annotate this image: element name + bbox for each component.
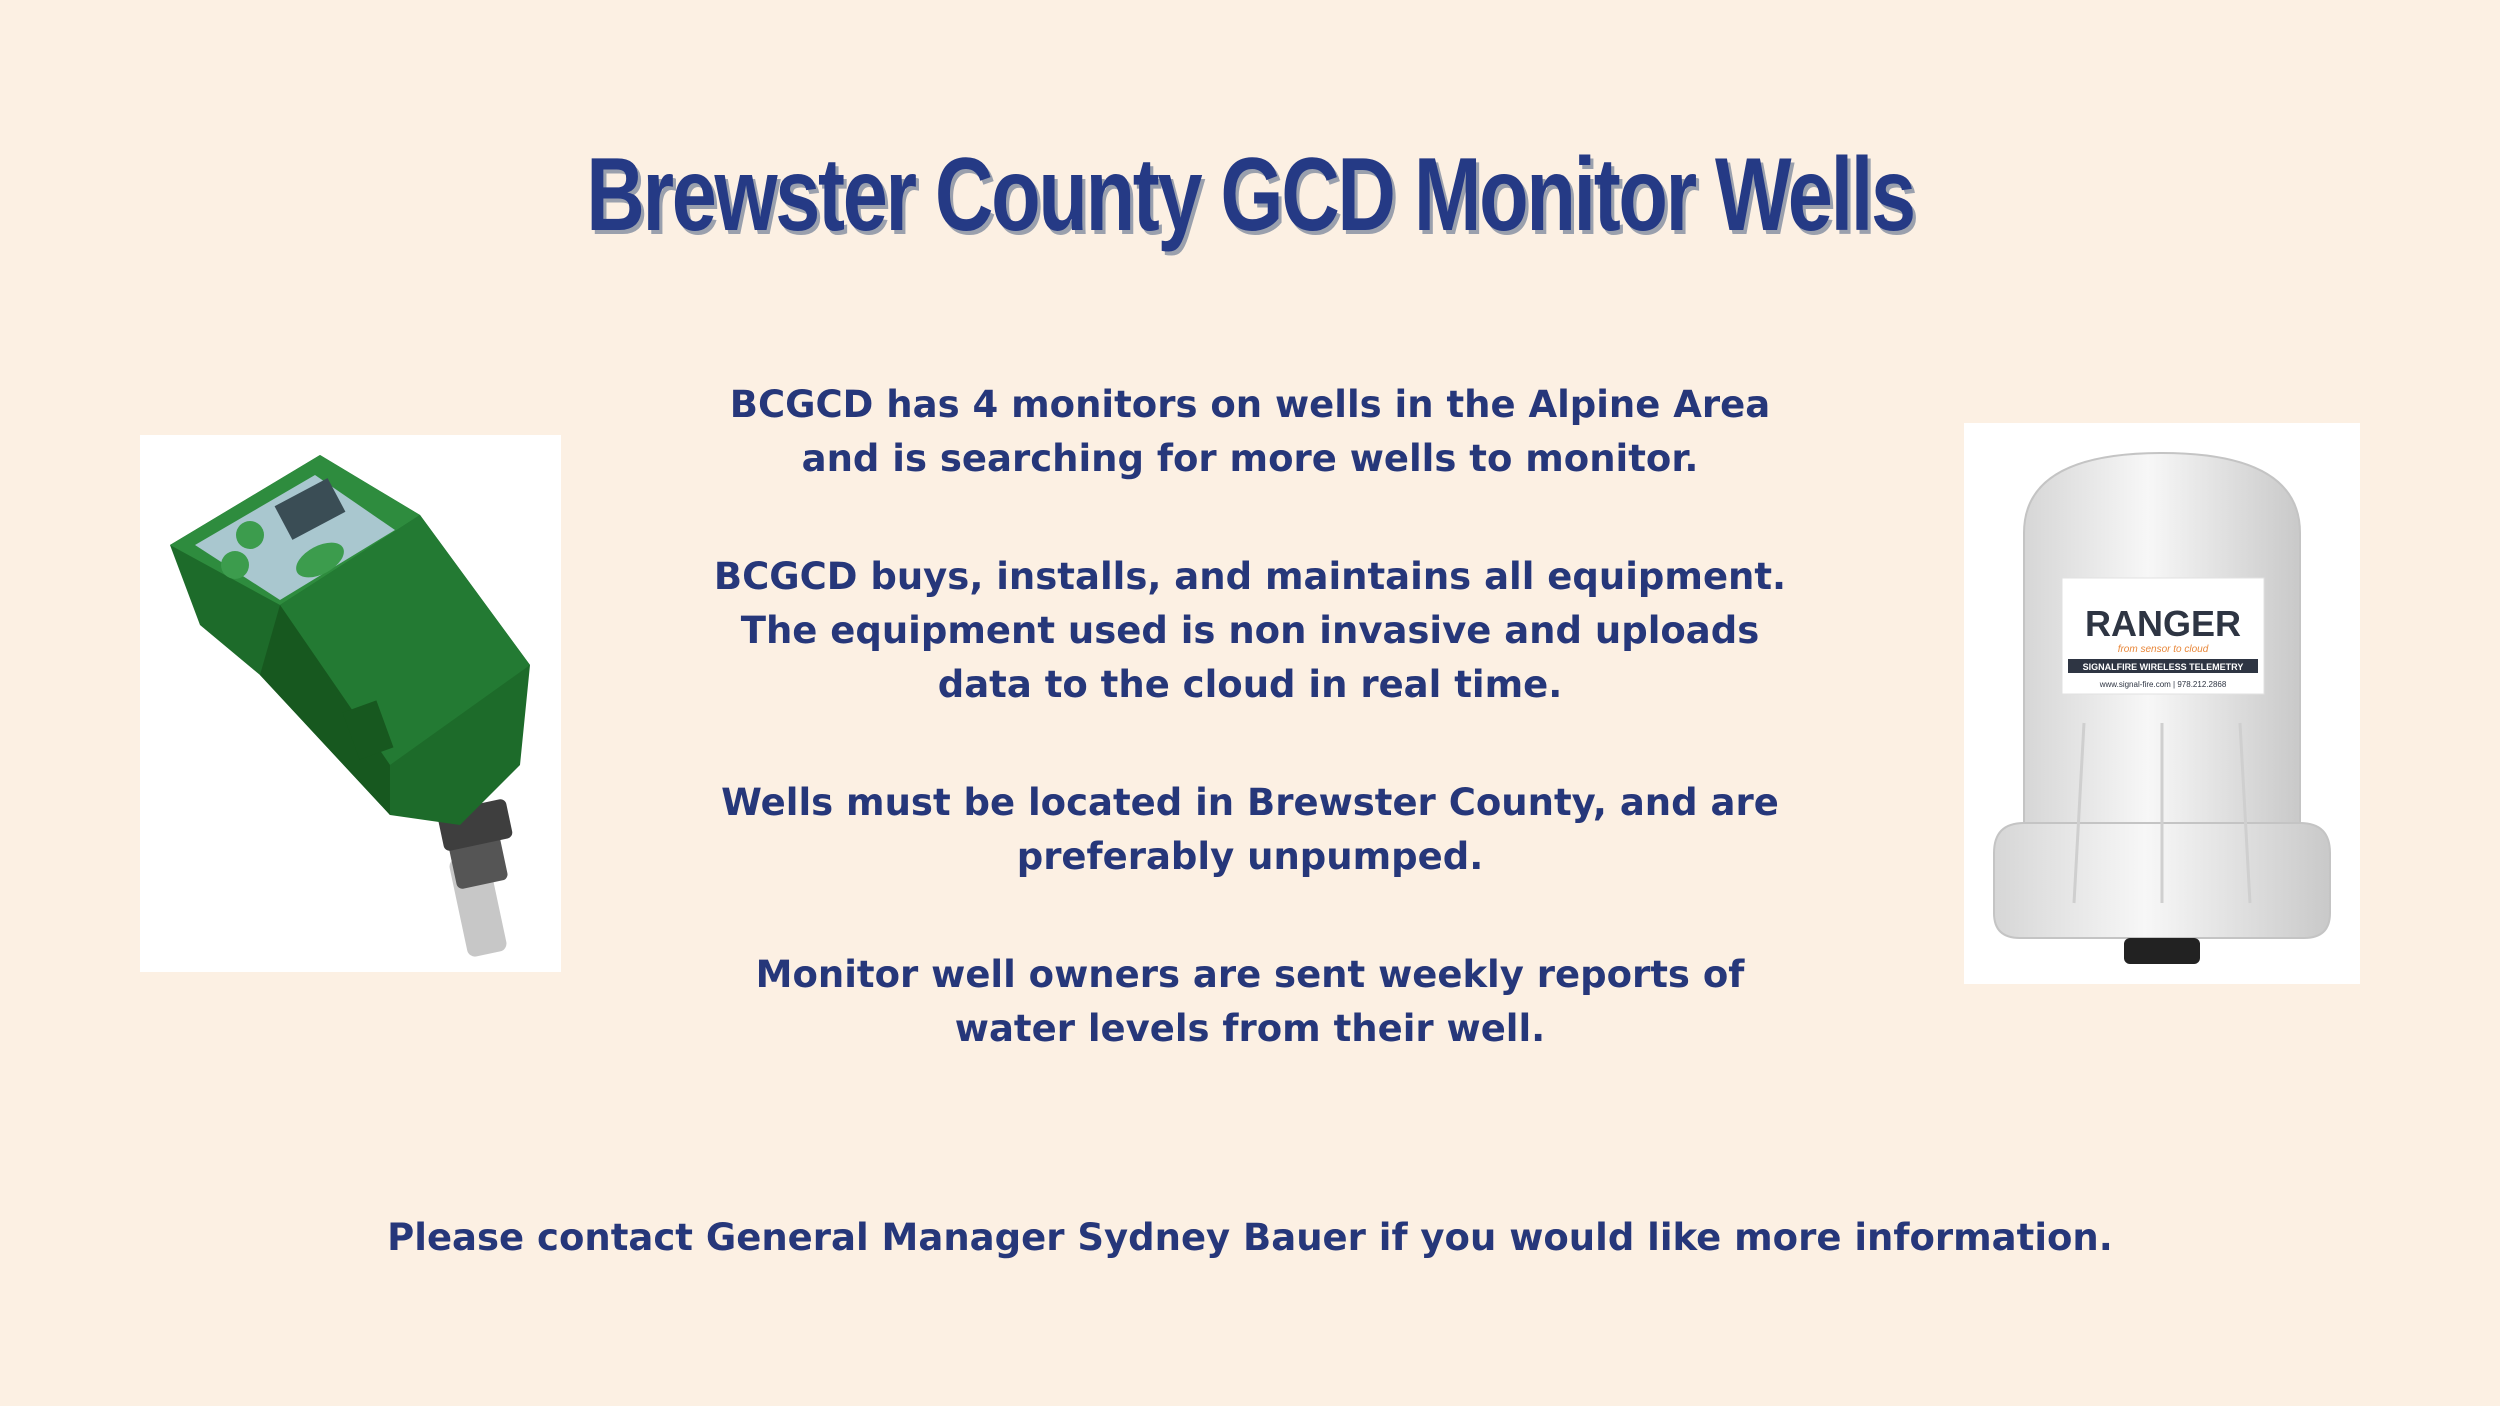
- page-title: Brewster County GCD Monitor Wells: [586, 137, 1914, 253]
- info-paragraph: Monitor well owners are sent weekly reports of water levels from their well.: [755, 953, 1745, 1050]
- info-paragraph: BCGCD has 4 monitors on wells in the Alpine Area and is searching for more wells to monitor.: [729, 383, 1771, 480]
- info-text-block: [700, 378, 1800, 1120]
- water-level-sensor-image: [140, 435, 561, 972]
- telemetry-tagline-label: from sensor to cloud: [2117, 644, 2209, 655]
- info-paragraph: Wells must be located in Brewster County, and are preferably unpumped.: [721, 781, 1779, 878]
- telemetry-company-label: SIGNALFIRE WIRELESS TELEMETRY: [2082, 662, 2244, 672]
- telemetry-brand-label: RANGER: [2084, 603, 2242, 644]
- telemetry-unit-icon: [1964, 423, 2360, 984]
- contact-line: Please contact General Manager Sydney Bauer if you would like more information.: [387, 1216, 2113, 1259]
- info-paragraph: BCGCD buys, installs, and maintains all equipment. The equipment used is non invasive and uploads data to the cloud in real time.: [713, 555, 1787, 706]
- water-level-sensor-icon: [140, 435, 561, 972]
- telemetry-unit-image: [1964, 423, 2360, 984]
- telemetry-contact-label: www.signal-fire.com | 978.212.2868: [2099, 680, 2227, 689]
